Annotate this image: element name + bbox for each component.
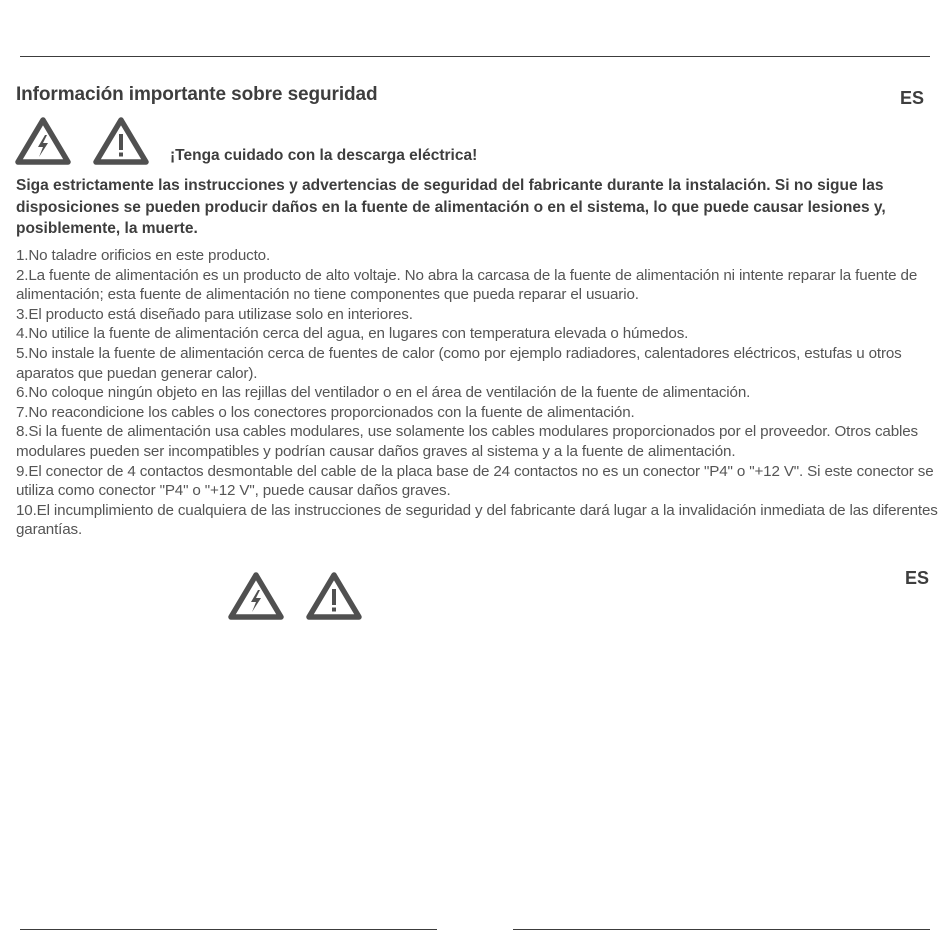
list-item: 2.La fuente de alimentación es un producto de alto voltaje. No abra la carcasa de la fuente de alimentación ni intente reparar la fuente de alimentación; esta fuente de alimentación no tiene componentes que pueda reparar el usuario. xyxy=(16,266,918,304)
list-item: 9.El conector de 4 contactos desmontable del cable de la placa base de 24 contactos no es un conector "P4" o "+12 V". Si este conector se utiliza como conector "P4" o "+12 V", puede causar daños graves. xyxy=(16,462,934,500)
list-item: 10.El incumplimiento de cualquiera de las instrucciones de seguridad y del fabricante dará lugar a la invalidación inmediata de las diferentes garantías. xyxy=(16,501,938,539)
list-item: 6.No coloque ningún objeto en las rejillas del ventilador o en el área de ventilación de la fuente de alimentación. xyxy=(16,384,751,402)
electric-shock-warning-icon xyxy=(14,115,72,167)
general-warning-icon xyxy=(305,570,363,622)
list-item: 5.No instale la fuente de alimentación cerca de fuentes de calor (como por ejemplo radiadores, calentadores eléctricos, estufas u otros aparatos que puedan generar calor). xyxy=(16,344,902,382)
page-title: Información importante sobre seguridad xyxy=(16,84,378,105)
bottom-divider-right xyxy=(513,929,930,930)
safety-instructions-list xyxy=(16,246,946,540)
warning-paragraph: Siga estrictamente las instrucciones y advertencias de seguridad del fabricante durante la instalación. Si no sigue las disposiciones se pueden producir daños en la fuente de alimentación o en el sistema, lo que puede causar lesiones y, posiblemente, la muerte. xyxy=(16,177,886,237)
list-item: 3.El producto está diseñado para utilizase solo en interiores. xyxy=(16,305,413,323)
bottom-divider-left xyxy=(20,929,437,930)
list-item: 1.No taladre orificios en este producto. xyxy=(16,247,271,264)
general-warning-icon xyxy=(92,115,150,167)
caution-text: ¡Tenga cuidado con la descarga eléctrica! xyxy=(170,147,478,164)
list-item: 7.No reacondicione los cables o los conectores proporcionados con la fuente de alimentación. xyxy=(16,403,635,421)
top-divider xyxy=(20,56,930,57)
list-item: 8.Si la fuente de alimentación usa cables modulares, use solamente los cables modulares proporcionados por el proveedor. Otros cables modulares pueden ser incompatibles y podrían causar daños graves al sistema y a la fuente de alimentación. xyxy=(16,423,918,460)
list-item: 4.No utilice la fuente de alimentación cerca del agua, en lugares con temperatura elevada o húmedos. xyxy=(16,325,689,343)
electric-shock-warning-icon xyxy=(227,570,285,622)
language-code: ES xyxy=(900,88,925,108)
language-code-lower: ES xyxy=(905,568,930,588)
